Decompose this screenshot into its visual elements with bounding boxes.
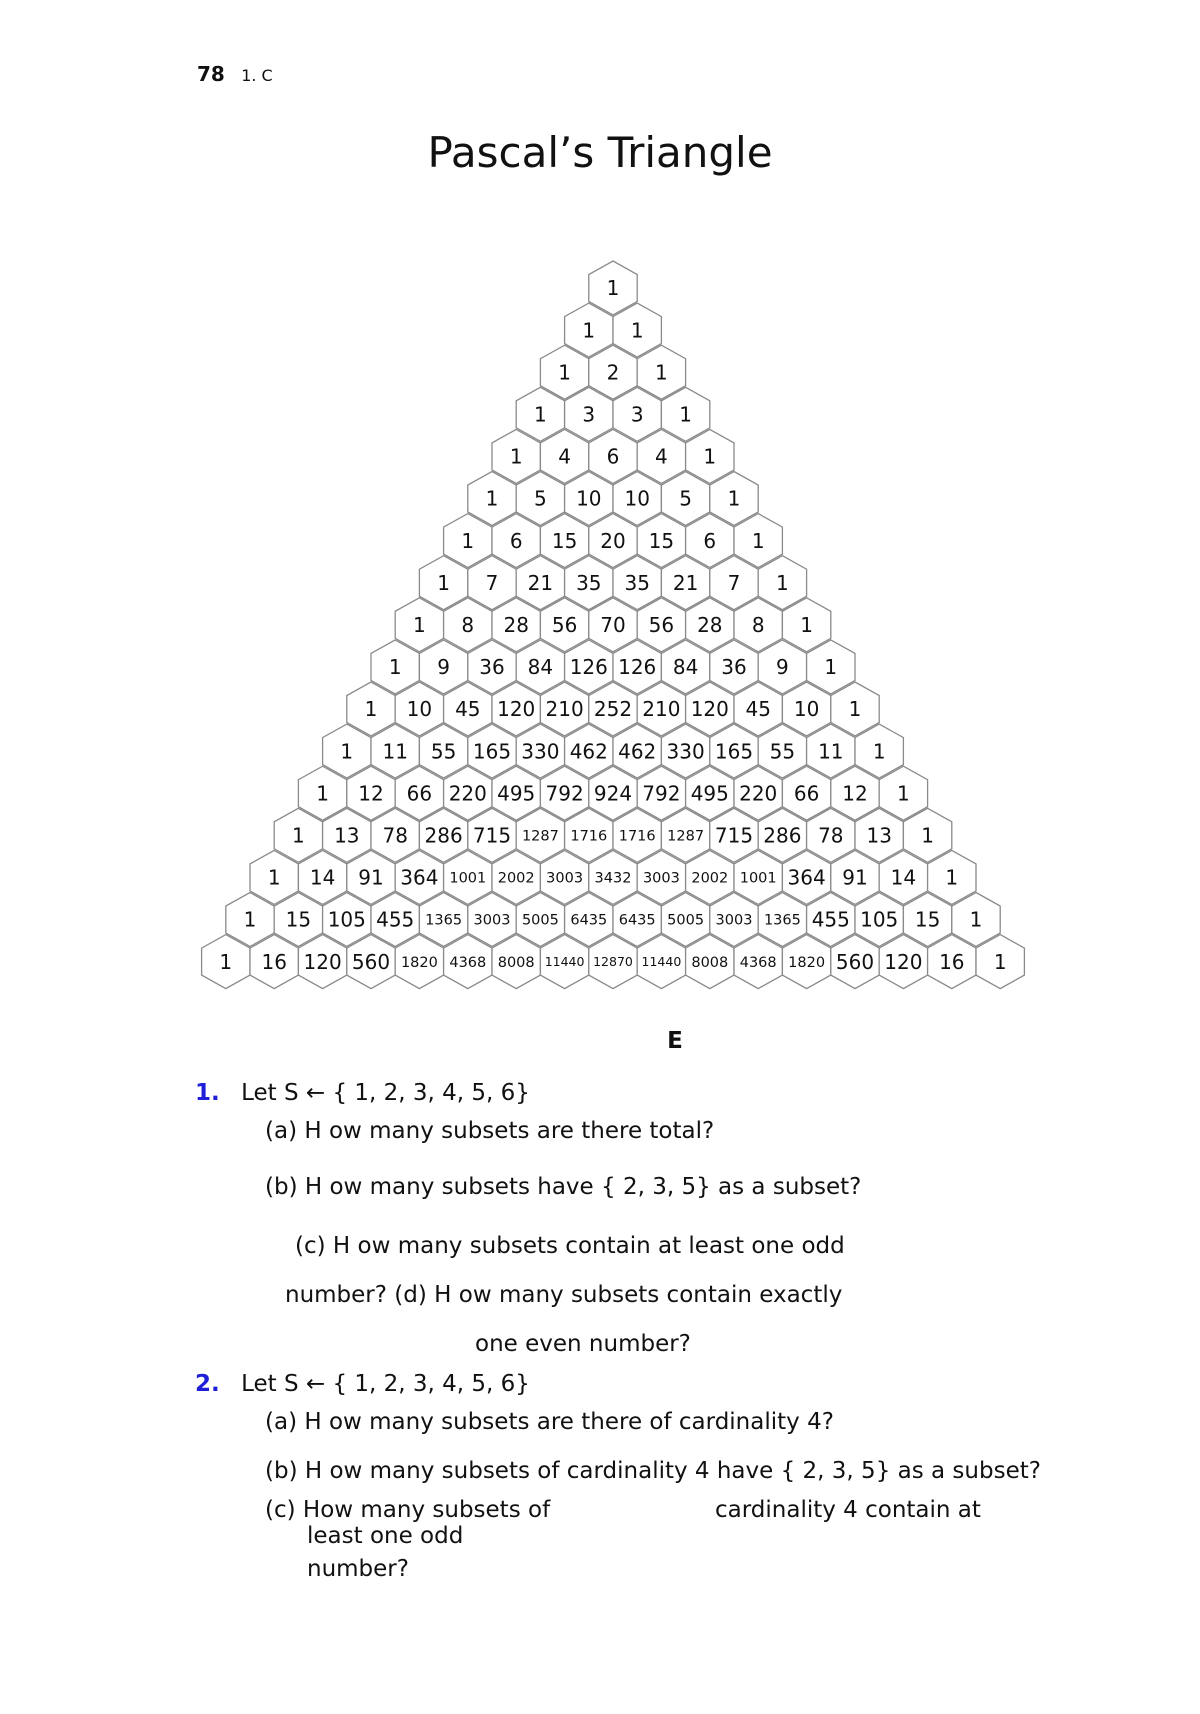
hex-cell-value: 91 xyxy=(842,865,868,890)
hex-cell-value: 1 xyxy=(751,528,765,553)
hex-cell-value: 84 xyxy=(672,655,699,680)
hex-cell-value: 364 xyxy=(400,865,439,890)
hex-cell-value: 10 xyxy=(406,697,433,722)
hex-cell-value: 792 xyxy=(642,781,681,806)
hex-cell-value: 20 xyxy=(600,528,626,553)
chapter-label: 1. C xyxy=(241,66,273,85)
hex-cell-value: 6 xyxy=(509,528,523,553)
hex-cell-value: 6 xyxy=(606,444,620,469)
page-number: 78 xyxy=(197,62,225,86)
hex-cell-value: 12 xyxy=(842,781,868,806)
hex-cell-value: 126 xyxy=(569,655,608,680)
hex-cell-value: 15 xyxy=(551,528,578,553)
hex-cell-value: 16 xyxy=(939,949,965,974)
hex-cell-value: 12870 xyxy=(593,954,633,970)
hex-cell-value: 3003 xyxy=(642,870,680,887)
hex-cell-value: 66 xyxy=(406,781,433,806)
hex-cell-value: 210 xyxy=(642,697,681,722)
hex-cell-value: 55 xyxy=(769,739,796,764)
hex-cell-value: 10 xyxy=(576,486,602,511)
exercises-heading: E xyxy=(667,1028,683,1054)
hex-cell-value: 1 xyxy=(703,444,717,469)
page-title: Pascal’s Triangle xyxy=(427,128,773,177)
hex-cell-value: 495 xyxy=(497,781,536,806)
hex-cell-value: 13 xyxy=(866,823,892,848)
hex-cell-value: 1 xyxy=(413,613,426,637)
hex-cell-value: 792 xyxy=(545,781,584,806)
hex-cell-value: 10 xyxy=(624,486,650,511)
hex-cell-value: 3003 xyxy=(715,912,753,929)
exercise-2c-part2: cardinality 4 contain at xyxy=(715,1497,981,1523)
hex-cell-value: 7 xyxy=(485,570,499,595)
hex-cell-value: 10 xyxy=(793,697,820,722)
hex-cell-value: 120 xyxy=(690,697,729,722)
hex-cell-value: 1 xyxy=(630,318,644,343)
hex-cell-value: 1 xyxy=(437,570,450,595)
hex-cell-value: 35 xyxy=(624,570,650,595)
hex-cell-value: 1820 xyxy=(400,954,438,971)
hex-cell-value: 78 xyxy=(818,823,844,848)
hex-cell-value: 1 xyxy=(292,823,305,848)
hex-cell-value: 105 xyxy=(327,907,366,932)
hex-cell-value: 78 xyxy=(382,823,408,848)
hex-cell-value: 165 xyxy=(472,739,512,764)
hex-cell-value: 45 xyxy=(455,697,481,722)
hex-cell-value: 1 xyxy=(534,402,547,427)
hex-cell-value: 165 xyxy=(714,739,754,764)
hex-cell-value: 1001 xyxy=(449,870,487,887)
hex-cell-value: 126 xyxy=(618,655,657,680)
hex-cell-value: 3003 xyxy=(473,912,511,929)
hex-cell-value: 1 xyxy=(776,570,789,595)
hex-cell-value: 13 xyxy=(334,823,360,848)
hex-cell-value: 11440 xyxy=(641,954,682,970)
hex-cell-value: 1716 xyxy=(618,828,656,845)
hex-cell-value: 1 xyxy=(316,781,329,806)
hex-cell-value: 1820 xyxy=(788,954,826,971)
hex-cell-value: 210 xyxy=(545,697,584,722)
hex-cell-value: 560 xyxy=(835,949,875,974)
hex-cell-value: 286 xyxy=(424,823,463,848)
hex-cell-value: 28 xyxy=(697,613,723,637)
hex-cell-value: 462 xyxy=(569,739,608,764)
hex-cell-value: 286 xyxy=(763,823,802,848)
exercise-2c-line3: number? xyxy=(307,1556,409,1582)
hex-cell-value: 14 xyxy=(309,865,336,890)
hex-cell-value: 1 xyxy=(219,949,233,974)
hex-cell-value: 1 xyxy=(872,739,886,764)
hex-cell-value: 120 xyxy=(303,949,342,974)
hex-cell-value: 1001 xyxy=(739,870,777,887)
hex-cell-value: 4 xyxy=(558,444,571,469)
hex-cell-value: 560 xyxy=(351,949,391,974)
exercise-1-number: 1. xyxy=(195,1080,220,1106)
hex-cell-value: 1 xyxy=(461,528,475,553)
hex-cell-value: 8008 xyxy=(497,954,535,971)
hex-cell-value: 5 xyxy=(679,486,692,511)
hex-cell-value: 45 xyxy=(745,697,771,722)
hex-cell-value: 15 xyxy=(285,907,312,932)
hex-cell-value: 21 xyxy=(672,570,699,595)
hex-cell-value: 1 xyxy=(606,276,620,301)
hex-cell-value: 220 xyxy=(739,781,778,806)
hex-cell-value: 56 xyxy=(551,613,578,637)
hex-cell-value: 330 xyxy=(666,739,705,764)
exercise-2a: (a) H ow many subsets are there of cardinality 4? xyxy=(265,1409,834,1435)
hex-cell-value: 8008 xyxy=(691,954,729,971)
hex-cell-value: 9 xyxy=(437,655,450,680)
hex-cell-value: 70 xyxy=(600,613,626,637)
hex-cell-value: 4368 xyxy=(739,954,777,971)
hex-cell-value: 1 xyxy=(945,865,959,890)
hex-cell-value: 1 xyxy=(897,781,910,806)
hex-cell-value: 1365 xyxy=(763,912,801,929)
hex-cell-value: 1287 xyxy=(521,828,559,845)
hex-cell-value: 55 xyxy=(430,739,457,764)
hex-cell-value: 1 xyxy=(848,697,862,722)
hex-cell-value: 462 xyxy=(618,739,657,764)
hex-cell-value: 4 xyxy=(655,444,668,469)
hex-cell-value: 715 xyxy=(472,823,512,848)
hex-cell-value: 8 xyxy=(461,613,475,637)
hex-cell-value: 105 xyxy=(860,907,899,932)
hex-cell-value: 1 xyxy=(727,486,741,511)
hex-cell-value: 12 xyxy=(358,781,384,806)
exercise-1-stem: Let S ← { 1, 2, 3, 4, 5, 6} xyxy=(241,1080,530,1106)
exercise-1b: (b) H ow many subsets have { 2, 3, 5} as a subset? xyxy=(265,1174,862,1200)
exercise-1d-continued: one even number? xyxy=(475,1331,691,1357)
hex-cell-value: 7 xyxy=(727,570,741,595)
hex-cell-value: 1 xyxy=(485,486,499,511)
exercise-1c-continued: number? (d) H ow many subsets contain exactly xyxy=(285,1282,843,1308)
hex-cell-value: 2 xyxy=(606,360,620,385)
hex-cell-value: 1716 xyxy=(570,828,608,845)
exercise-1c: (c) H ow many subsets contain at least one odd xyxy=(295,1233,845,1259)
exercise-2-stem-line xyxy=(195,1371,530,1397)
hex-cell-value: 1 xyxy=(509,444,523,469)
hex-cell-value: 1 xyxy=(679,402,692,427)
hex-cell-value: 2002 xyxy=(691,870,729,887)
hex-cell-value: 21 xyxy=(527,570,554,595)
hex-cell-value: 455 xyxy=(811,907,850,932)
hex-cell-value: 11440 xyxy=(544,954,585,970)
exercise-2c-line2: least one odd xyxy=(307,1523,464,1549)
hex-cell-value: 455 xyxy=(376,907,415,932)
hex-cell-value: 36 xyxy=(721,655,747,680)
exercise-2c-part1: (c) How many subsets of xyxy=(265,1497,551,1523)
hex-cell-value: 715 xyxy=(714,823,754,848)
hex-cell-value: 1 xyxy=(267,865,281,890)
hex-cell-value: 2002 xyxy=(497,870,535,887)
hex-cell-value: 3 xyxy=(630,402,644,427)
hex-cell-value: 120 xyxy=(497,697,536,722)
hex-cell-value: 5005 xyxy=(521,912,559,929)
hex-cell-value: 1 xyxy=(340,739,354,764)
exercise-2-number: 2. xyxy=(195,1371,220,1397)
hex-cell-value: 6 xyxy=(703,528,717,553)
hex-cell-value: 1 xyxy=(243,907,257,932)
hex-cell-value: 1 xyxy=(558,360,571,385)
hex-cell-value: 1 xyxy=(993,949,1007,974)
hex-cell-value: 1 xyxy=(824,655,838,680)
hex-cell-value: 6435 xyxy=(618,912,656,929)
hex-cell-value: 9 xyxy=(776,655,789,680)
hex-cell-value: 56 xyxy=(648,613,675,637)
hex-cell-value: 1 xyxy=(582,318,596,343)
hex-cell-value: 1365 xyxy=(425,912,463,929)
hex-cell-value: 1 xyxy=(388,655,402,680)
hex-cell-value: 3003 xyxy=(546,870,584,887)
hex-cell-value: 1 xyxy=(800,613,813,637)
hex-cell-value: 5005 xyxy=(667,912,705,929)
hex-cell-value: 84 xyxy=(527,655,554,680)
hex-cell-value: 35 xyxy=(576,570,602,595)
hex-cell-value: 3 xyxy=(582,402,596,427)
hex-cell-value: 220 xyxy=(448,781,487,806)
hex-cell-value: 252 xyxy=(593,697,633,722)
hex-cell-value: 15 xyxy=(914,907,941,932)
hex-cell-value: 1 xyxy=(969,907,983,932)
hex-cell-value: 66 xyxy=(793,781,820,806)
hex-cell-value: 1 xyxy=(364,697,378,722)
exercise-1a: (a) H ow many subsets are there total? xyxy=(265,1118,715,1144)
hex-cell-value: 6435 xyxy=(570,912,608,929)
hex-cell-value: 11 xyxy=(382,739,408,764)
hex-cell-value: 14 xyxy=(890,865,917,890)
hex-cell-value: 15 xyxy=(648,528,675,553)
hex-cell-value: 4368 xyxy=(449,954,487,971)
hex-cell-value: 91 xyxy=(358,865,384,890)
hex-cell-value: 495 xyxy=(690,781,729,806)
hex-cell-value: 8 xyxy=(751,613,765,637)
hex-cell-value: 330 xyxy=(521,739,560,764)
hex-cell-value: 36 xyxy=(479,655,505,680)
hex-cell-value: 924 xyxy=(593,781,633,806)
hex-cell-value: 5 xyxy=(534,486,547,511)
hex-cell-value: 1287 xyxy=(667,828,705,845)
hex-cell-value: 16 xyxy=(261,949,287,974)
hex-cell-value: 1 xyxy=(655,360,668,385)
hex-cell-value: 1 xyxy=(921,823,934,848)
exercise-2-stem: Let S ← { 1, 2, 3, 4, 5, 6} xyxy=(241,1371,530,1397)
hex-cell-value: 28 xyxy=(503,613,529,637)
hex-cell-value: 364 xyxy=(787,865,826,890)
hex-cell-value: 120 xyxy=(884,949,923,974)
exercise-1-stem-line xyxy=(195,1080,530,1106)
hex-cell-value: 11 xyxy=(818,739,844,764)
hex-cell-value: 3432 xyxy=(594,870,632,887)
exercise-2b: (b) H ow many subsets of cardinality 4 have { 2, 3, 5} as a subset? xyxy=(265,1458,1041,1484)
